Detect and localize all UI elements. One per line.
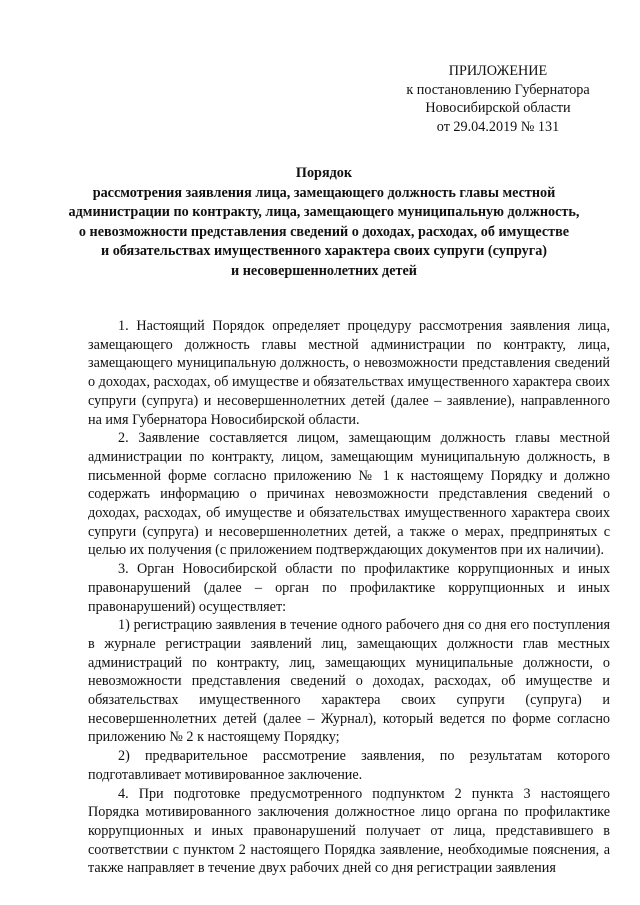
title-line: рассмотрения заявления лица, замещающего должность главы местной xyxy=(92,184,556,201)
title-line: администрации по контракту, лица, замещающего муниципальную должность, xyxy=(68,204,580,221)
attachment-header xyxy=(380,62,616,136)
title-line: о невозможности представления сведений о доходах, расходах, об имуществе xyxy=(78,223,570,240)
paragraph-4: 4. При подготовке предусмотренного подпунктом 2 пункта 3 настоящего Порядка мотивированного заключения должностное лицо органа по профилактике коррупционных и иных правонарушений получает от лица, представившего в соответствии с пунктом 2 настоящего Порядка заявление, необходимые пояснения, а также направляет в течение двух рабочих дней со дня регистрации заявления xyxy=(88,785,610,877)
attachment-label: ПРИЛОЖЕНИЕ xyxy=(448,63,548,79)
document-body xyxy=(88,317,610,878)
title-line: Порядок xyxy=(295,165,353,181)
title-line: и несовершеннолетних детей xyxy=(231,262,417,279)
subparagraph-2: 2) предварительное рассмотрение заявления, по результатам которого подготавливает мотивированное заключение. xyxy=(88,748,610,783)
subparagraph-1: 1) регистрацию заявления в течение одного рабочего дня со дня его поступления в журнале регистрации заявлений лиц, замещающих должности глав местных администраций по контракту, лиц, замещающих муниципальные должности, о невозможности представления сведений о доходах, расходах, об имуществе и обязательствах имущественного характера своих супруги (супруга) и несовершеннолетних детей (далее – Журнал), который ведется по форме согласно приложению № 2 к настоящему Порядку; xyxy=(88,617,610,746)
paragraph-1: 1. Настоящий Порядок определяет процедуру рассмотрения заявления лица, замещающего должность главы местной администрации по контракту, лица, замещающего муниципальную должность, о невозможности представления сведений о доходах, расходах, об имуществе и обязательствах имущественного характера своих супруги (супруга) и несовершеннолетних детей (далее – заявление), направленного на имя Губернатора Новосибирской области. xyxy=(88,318,610,428)
attachment-reference: к постановлению Губернатора xyxy=(406,81,590,98)
paragraph-2: 2. Заявление составляется лицом, замещающим должность главы местной администрации по контракту, лицом, замещающим муниципальную должность, в письменной форме согласно приложению № 1 к настоящему Порядку и должно содержать информацию о причинах невозможности представления сведений о доходах, расходах, об имуществе и обязательствах имущественного характера своих супруги (супруга) и несовершеннолетних детей, а также о мерах, предпринятых с целью их получения (с приложением подтверждающих документов при их наличии). xyxy=(88,430,610,559)
document-title xyxy=(40,164,608,282)
paragraph-3: 3. Орган Новосибирской области по профилактике коррупционных и иных правонарушений (далее – орган по профилактике коррупционных и иных правонарушений) осуществляет: xyxy=(88,561,610,615)
attachment-date-number: от 29.04.2019 № 131 xyxy=(436,118,560,135)
title-line: и обязательствах имущественного характера своих супруги (супруга) xyxy=(100,243,548,260)
attachment-region: Новосибирской области xyxy=(425,100,571,117)
